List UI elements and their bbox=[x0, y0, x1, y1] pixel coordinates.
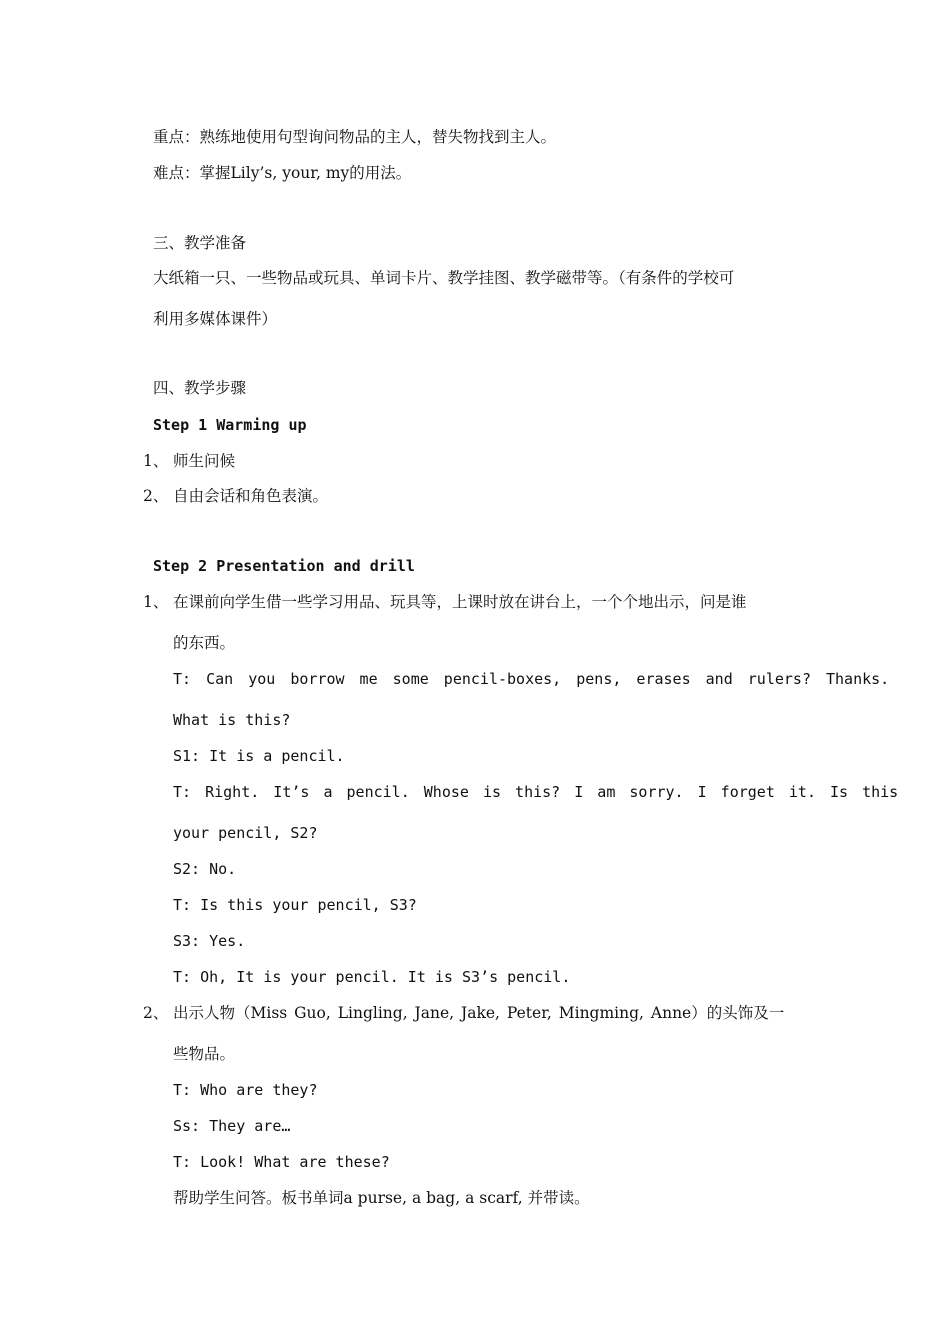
instruction-text: 帮助学生问答。板书单词a purse, a bag, a scarf, 并带读。 bbox=[173, 1189, 590, 1207]
steps-heading: 四、教学步骤 bbox=[153, 379, 247, 397]
dialogue-line: S3: Yes. bbox=[173, 932, 246, 950]
step2-item1-number: 1、 bbox=[143, 593, 169, 611]
key-point-text: 重点：熟练地使用句型询问物品的主人，替失物找到主人。 bbox=[153, 128, 557, 146]
difficulty-text: 难点：掌握Lily’s, your, my的用法。 bbox=[153, 164, 412, 182]
step2-item2-number: 2、 bbox=[143, 1004, 169, 1022]
step1-item1-number: 1、 bbox=[143, 452, 169, 470]
step1-item2-number: 2、 bbox=[143, 487, 169, 505]
step2-item1-line1: 在课前向学生借一些学习用品、玩具等，上课时放在讲台上，一个个地出示，问是谁 bbox=[173, 593, 747, 611]
dialogue-line: S2: No. bbox=[173, 860, 237, 878]
step2-item2-line2: 些物品。 bbox=[173, 1045, 236, 1063]
prep-text-line2: 利用多媒体课件） bbox=[153, 310, 278, 328]
prep-heading: 三、教学准备 bbox=[153, 234, 247, 252]
dialogue-line: T: Right. It’s a pencil. Whose is this? I am sorry. I forget it. Is this bbox=[173, 783, 899, 801]
dialogue-line: your pencil, S2? bbox=[173, 824, 318, 842]
prep-text-line1: 大纸箱一只、一些物品或玩具、单词卡片、教学挂图、教学磁带等。（有条件的学校可 bbox=[153, 269, 735, 287]
dialogue-line: T: Look! What are these? bbox=[173, 1153, 390, 1171]
dialogue-line: S1: It is a pencil. bbox=[173, 747, 345, 765]
step1-item1-text: 师生问候 bbox=[173, 452, 236, 470]
dialogue-line: T: Who are they? bbox=[173, 1081, 318, 1099]
dialogue-line: What is this? bbox=[173, 711, 291, 729]
dialogue-line: T: Is this your pencil, S3? bbox=[173, 896, 417, 914]
dialogue-line: T: Can you borrow me some pencil-boxes, pens, erases and rulers? Thanks. bbox=[173, 670, 890, 688]
dialogue-line: T: Oh, It is your pencil. It is S3’s pencil. bbox=[173, 968, 571, 986]
step2-title: Step 2 Presentation and drill bbox=[153, 557, 415, 575]
step2-item1-line2: 的东西。 bbox=[173, 634, 236, 652]
step1-title: Step 1 Warming up bbox=[153, 416, 307, 434]
step2-item2-line1: 出示人物（Miss Guo, Lingling, Jane, Jake, Peter, Mingming, Anne）的头饰及一 bbox=[173, 1004, 785, 1022]
step1-item2-text: 自由会话和角色表演。 bbox=[173, 487, 329, 505]
dialogue-line: Ss: They are… bbox=[173, 1117, 291, 1135]
